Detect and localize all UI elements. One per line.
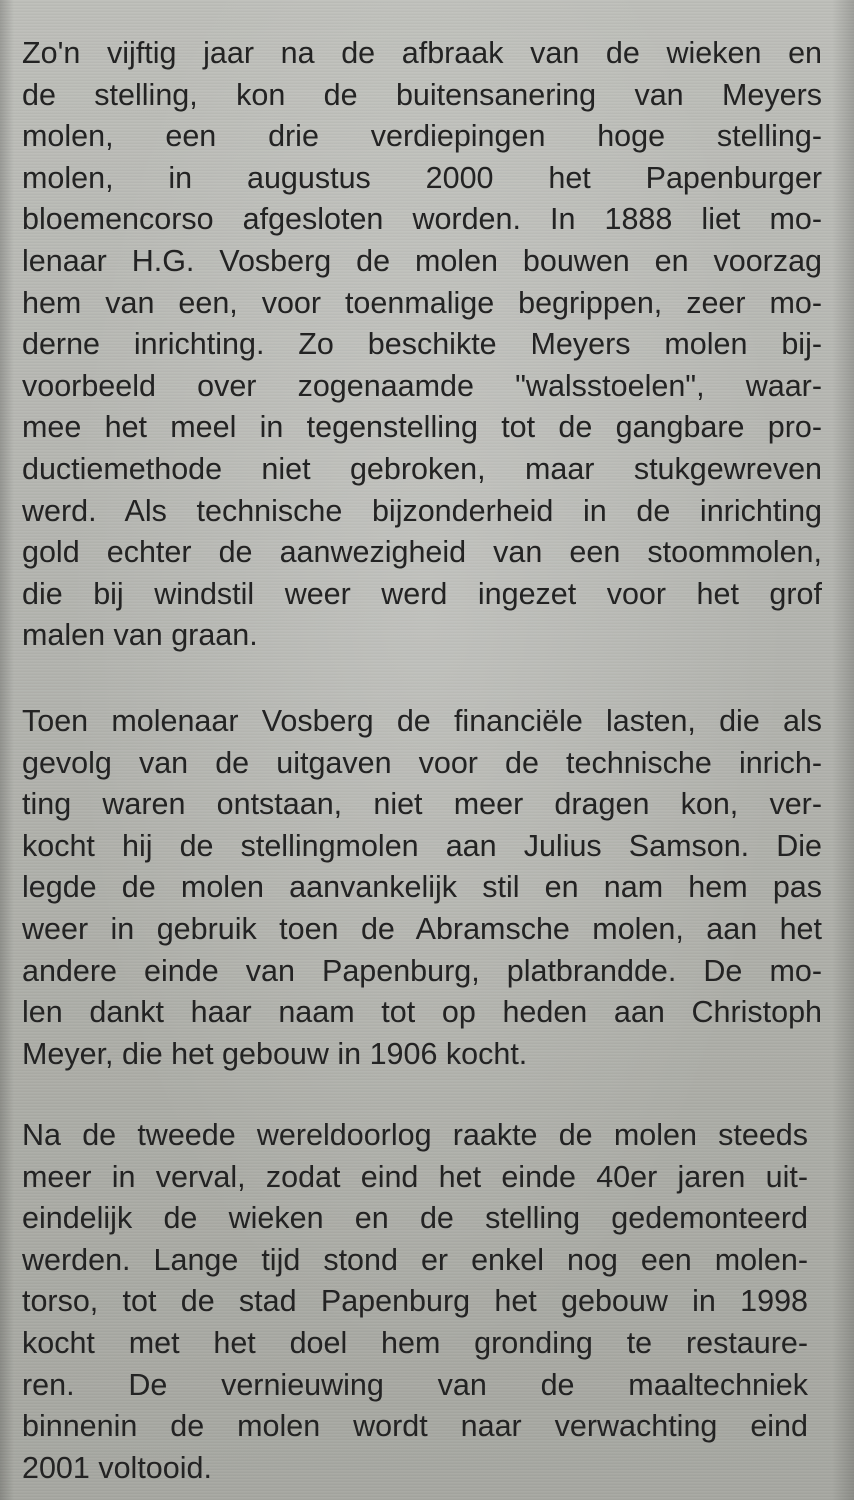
paragraph-2-line: len dankt haar naam tot op heden aan Christoph [22, 995, 822, 1030]
paragraph-1-line: bloemencorso afgesloten worden. In 1888 liet mo- [22, 202, 822, 237]
paragraph-2-line: Toen molenaar Vosberg de financiële lasten, die als [22, 704, 822, 738]
paragraph-1-line: die bij windstil weer werd ingezet voor het grof [22, 576, 822, 611]
paragraph-1-line: mee het meel in tegenstelling tot de gangbare pro- [22, 410, 822, 445]
paragraph-1-line: voorbeeld over zogenaamde "walsstoelen", waar- [22, 368, 822, 403]
paragraph-1-line: gold echter de aanwezigheid van een stoommolen, [22, 535, 822, 570]
paragraph-1-line: ductiemethode niet gebroken, maar stukgewreven [22, 451, 822, 486]
paragraph-2-line: ting waren ontstaan, niet meer dragen kon, ver- [22, 787, 822, 822]
paragraph-3-line: 2001 voltooid. [22, 1450, 212, 1485]
paragraph-2-line: gevolg van de uitgaven voor de technische inrich- [22, 745, 822, 780]
paragraph-1-line: Zo'n vijftig jaar na de afbraak van de wieken en [22, 36, 822, 70]
paragraph-3-line: kocht met het doel hem gronding te restaure- [22, 1325, 808, 1360]
paragraph-2-line: weer in gebruik toen de Abramsche molen, aan het [22, 911, 822, 946]
paragraph-1-line: werd. Als technische bijzonderheid in de inrichting [22, 493, 822, 528]
paragraph-1-line: molen, in augustus 2000 het Papenburger [22, 160, 822, 195]
paragraph-1-line: molen, een drie verdiepingen hoge stelling- [22, 119, 822, 154]
paragraph-3-line: ren. De vernieuwing van de maaltechniek [22, 1367, 808, 1402]
paragraph-3-line: eindelijk de wieken en de stelling gedemonteerd [22, 1201, 808, 1236]
paragraph-1-line: hem van een, voor toenmalige begrippen, zeer mo- [22, 285, 822, 320]
paragraph-1-line: de stelling, kon de buitensanering van Meyers [22, 77, 822, 112]
paragraph-3-line: meer in verval, zodat eind het einde 40er jaren uit- [22, 1159, 808, 1194]
paragraph-2 [22, 701, 822, 1075]
paragraph-2-line: andere einde van Papenburg, platbrandde. De mo- [22, 953, 822, 988]
paragraph-3-line: torso, tot de stad Papenburg het gebouw in 1998 [22, 1284, 808, 1319]
paragraph-2-line: kocht hij de stellingmolen aan Julius Samson. Die [22, 828, 822, 863]
paragraph-1-line: lenaar H.G. Vosberg de molen bouwen en voorzag [22, 243, 822, 278]
paragraph-3-line: Na de tweede wereldoorlog raakte de molen steeds [22, 1118, 808, 1152]
paragraph-3-line: werden. Lange tijd stond er enkel nog een molen- [22, 1242, 808, 1277]
paragraph-1 [22, 33, 822, 657]
paragraph-1-line: malen van graan. [22, 618, 258, 653]
paragraph-1-line: derne inrichting. Zo beschikte Meyers molen bij- [22, 327, 822, 362]
paragraph-3-line: binnenin de molen wordt naar verwachting eind [22, 1409, 808, 1444]
paragraph-2-line: Meyer, die het gebouw in 1906 kocht. [22, 1036, 528, 1071]
paragraph-3 [22, 1115, 822, 1489]
paragraph-2-line: legde de molen aanvankelijk stil en nam hem pas [22, 870, 822, 905]
